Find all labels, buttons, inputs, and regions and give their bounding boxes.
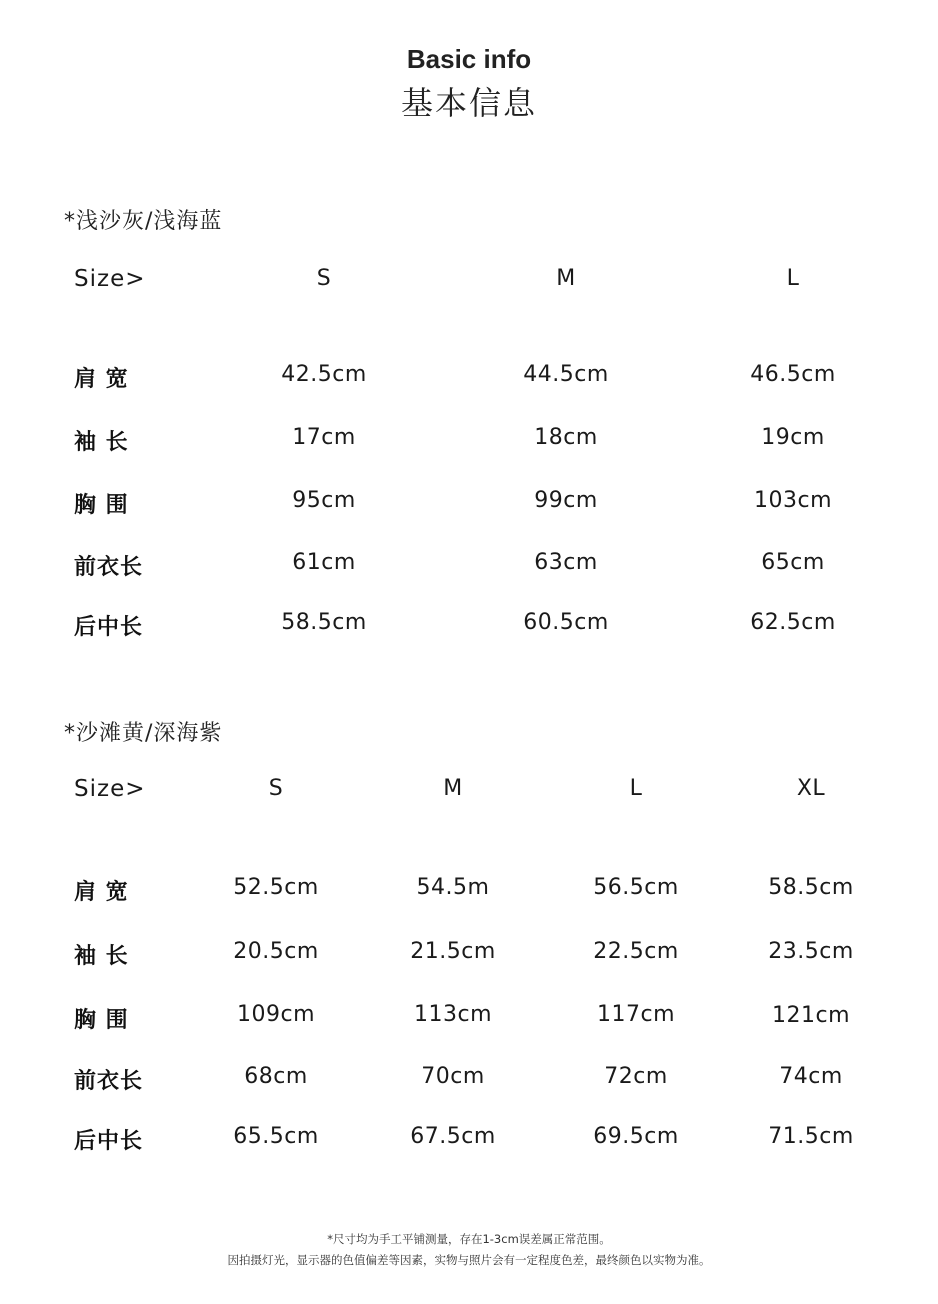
table-cell: 68cm <box>244 1064 308 1089</box>
table-cell: 74cm <box>779 1064 843 1089</box>
row-label-chest: 胸 围 <box>74 493 129 518</box>
page-title-zh: 基本信息 <box>400 84 537 122</box>
row-label-chest: 胸 围 <box>74 1008 129 1033</box>
size-header-s: S <box>316 266 332 291</box>
size-header-m: M <box>443 776 463 801</box>
table-cell: 109cm <box>236 1002 316 1027</box>
footnote-color-disclaimer: 因拍摄灯光，显示器的色值偏差等因素，实物与照片会有一定程度色差，最终颜色以实物为准。 <box>227 1253 711 1267</box>
row-label-sleeve: 袖 长 <box>74 944 129 969</box>
table-cell: 63cm <box>534 550 598 575</box>
size-header-label: Size> <box>74 266 146 292</box>
row-label-back-length: 后中长 <box>74 615 144 640</box>
row-label-sleeve: 袖 长 <box>74 430 129 455</box>
table-cell: 23.5cm <box>768 939 854 964</box>
table-cell: 95cm <box>292 488 356 513</box>
table-cell: 20.5cm <box>233 939 319 964</box>
row-label-front-length: 前衣长 <box>74 555 144 580</box>
table-cell: 52.5cm <box>233 875 319 900</box>
row-label-front-length: 前衣长 <box>74 1069 144 1094</box>
table-cell: 46.5cm <box>750 362 836 387</box>
row-label-shoulder: 肩 宽 <box>74 367 129 392</box>
size-header-s: S <box>268 776 284 801</box>
table-cell: 70cm <box>421 1064 485 1089</box>
size-header-xl: XL <box>796 776 826 801</box>
table-cell: 65.5cm <box>233 1124 319 1149</box>
size-header-label: Size> <box>74 776 146 802</box>
table-cell: 18cm <box>534 425 598 450</box>
table-cell: 71.5cm <box>768 1124 854 1149</box>
table-cell: 54.5m <box>416 875 490 900</box>
size-header-l: L <box>629 776 643 801</box>
row-label-back-length: 后中长 <box>74 1129 144 1154</box>
table-cell: 113cm <box>413 1002 493 1027</box>
table-cell: 42.5cm <box>281 362 367 387</box>
size-header-m: M <box>556 266 576 291</box>
table-cell: 117cm <box>596 1002 676 1027</box>
table-cell: 67.5cm <box>410 1124 496 1149</box>
table-cell: 17cm <box>292 425 356 450</box>
table-cell: 22.5cm <box>593 939 679 964</box>
color-variant-label: *沙滩黄/深海紫 <box>64 721 223 746</box>
table-cell: 56.5cm <box>593 875 679 900</box>
table-cell: 19cm <box>761 425 825 450</box>
page-title-en: Basic info <box>406 44 532 74</box>
table-cell: 61cm <box>292 550 356 575</box>
table-cell: 103cm <box>753 488 833 513</box>
row-label-shoulder: 肩 宽 <box>74 880 129 905</box>
table-cell: 58.5cm <box>768 875 854 900</box>
table-cell: 60.5cm <box>523 610 609 635</box>
table-cell: 121cm <box>771 1003 851 1028</box>
table-cell: 62.5cm <box>750 610 836 635</box>
footnote-measurement: *尺寸均为手工平铺测量，存在1-3cm误差属正常范围。 <box>327 1232 611 1246</box>
color-variant-label: *浅沙灰/浅海蓝 <box>64 209 223 234</box>
table-cell: 65cm <box>761 550 825 575</box>
table-cell: 58.5cm <box>281 610 367 635</box>
table-cell: 99cm <box>534 488 598 513</box>
table-cell: 72cm <box>604 1064 668 1089</box>
size-header-l: L <box>786 266 800 291</box>
table-cell: 21.5cm <box>410 939 496 964</box>
table-cell: 69.5cm <box>593 1124 679 1149</box>
table-cell: 44.5cm <box>523 362 609 387</box>
